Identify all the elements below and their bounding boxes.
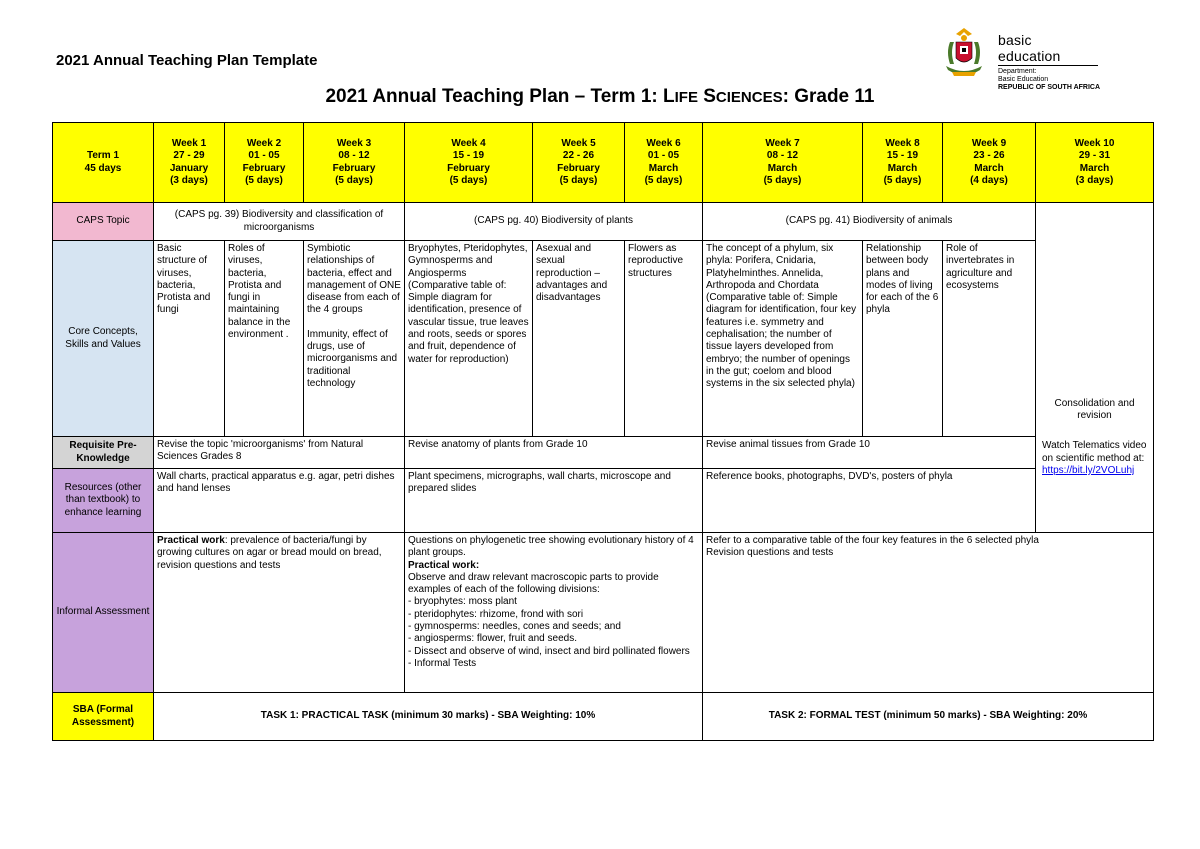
informal-plants bbox=[405, 533, 703, 693]
core-week3-a: Symbiotic relationships of bacteria, effect and management of ONE disease from each of the 4 groups bbox=[307, 243, 401, 316]
week-header-4: Week 4 15 - 19 February (5 days) bbox=[405, 123, 533, 203]
informal-2-line: - gymnosperms: needles, cones and seeds; and bbox=[408, 621, 621, 633]
prek-microorganisms: Revise the topic 'microorganisms' from Natural Sciences Grades 8 bbox=[154, 437, 405, 469]
prek-row bbox=[53, 437, 1154, 469]
logo-sub-3: REPUBLIC OF SOUTH AFRICA bbox=[998, 84, 1101, 91]
core-week5: Asexual and sexual reproduction – advantages and disadvantages bbox=[533, 241, 625, 437]
week-header-3: Week 3 08 - 12 February (5 days) bbox=[304, 123, 405, 203]
title-suffix: : Grade 11 bbox=[782, 86, 875, 107]
informal-2-line: - Dissect and observe of wind, insect and bird pollinated flowers bbox=[408, 645, 690, 657]
prek-label: Requisite Pre-Knowledge bbox=[53, 437, 154, 469]
core-week4: Bryophytes, Pteridophytes, Gymnosperms and Angiosperms (Comparative table of: Simple diagram for identification, presence of vascular tissue, true leaves and roots, seeds or spores and fruit, dependence of water for reproduction) bbox=[405, 241, 533, 437]
week-header-7: Week 7 08 - 12 March (5 days) bbox=[703, 123, 863, 203]
resources-microorganisms: Wall charts, practical apparatus e.g. agar, petri dishes and hand lenses bbox=[154, 469, 405, 533]
telematics-link[interactable]: https://bit.ly/2VOLuhj bbox=[1042, 464, 1135, 476]
informal-1-rest: : prevalence of bacteria/fungi by growing cultures on agar or bread mould on bread, revision questions and tests bbox=[157, 535, 382, 571]
title-prefix: 2021 Annual Teaching Plan – Term 1: L bbox=[325, 86, 675, 107]
informal-animals bbox=[703, 533, 1154, 693]
prek-plants: Revise anatomy of plants from Grade 10 bbox=[405, 437, 703, 469]
informal-3-a: Refer to a comparative table of the four key features in the 6 selected phyla bbox=[706, 535, 1039, 546]
term-line1: Term 1 bbox=[86, 150, 120, 162]
telematics-text: Watch Telematics video on scientific method at: bbox=[1042, 440, 1147, 464]
week-header-1: Week 1 27 - 29 January (3 days) bbox=[154, 123, 225, 203]
core-week8: Relationship between body plans and modes of living for each of the 6 phyla bbox=[863, 241, 943, 437]
core-week2: Roles of viruses, bacteria, Protista and fungi in maintaining balance in the environment . bbox=[225, 241, 304, 437]
resources-animals: Reference books, photographs, DVD's, posters of phyla bbox=[703, 469, 1036, 533]
informal-2-bold: Practical work: bbox=[408, 559, 480, 571]
logo-main-text: basic education bbox=[998, 32, 1098, 66]
caps-topic-plants: (CAPS pg. 40) Biodiversity of plants bbox=[405, 203, 703, 241]
informal-2-line: - angiosperms: flower, fruit and seeds. bbox=[408, 633, 577, 645]
logo-sub-1: Department: bbox=[998, 68, 1037, 75]
week-header-6: Week 6 01 - 05 March (5 days) bbox=[625, 123, 703, 203]
core-week3-b: Immunity, effect of drugs, use of microorganisms and traditional technology bbox=[307, 328, 398, 389]
department-logo bbox=[936, 24, 1116, 91]
sba-task-2: TASK 2: FORMAL TEST (minimum 50 marks) - SBA Weighting: 20% bbox=[703, 693, 1154, 741]
informal-microorganisms bbox=[154, 533, 405, 693]
informal-2-line: - bryophytes: moss plant bbox=[408, 596, 517, 608]
term-header bbox=[53, 123, 154, 203]
caps-label: CAPS Topic bbox=[53, 203, 154, 241]
informal-label: Informal Assessment bbox=[53, 533, 154, 693]
week-header-9: Week 9 23 - 26 March (4 days) bbox=[943, 123, 1036, 203]
core-concepts-row bbox=[53, 241, 1154, 437]
resources-row bbox=[53, 469, 1154, 533]
title-mid: S bbox=[697, 86, 716, 107]
informal-1-bold: Practical work bbox=[157, 535, 225, 546]
resources-plants: Plant specimens, micrographs, wall charts, microscope and prepared slides bbox=[405, 469, 703, 533]
core-week9: Role of invertebrates in agriculture and ecosystems bbox=[943, 241, 1036, 437]
informal-3-b: Revision questions and tests bbox=[706, 547, 834, 559]
resources-label: Resources (other than textbook) to enhance learning bbox=[53, 469, 154, 533]
title-sc2: CIENCES bbox=[715, 89, 783, 106]
week-header-8: Week 8 15 - 19 March (5 days) bbox=[863, 123, 943, 203]
core-week1: Basic structure of viruses, bacteria, Protista and fungi bbox=[154, 241, 225, 437]
core-label: Core Concepts, Skills and Values bbox=[53, 241, 154, 437]
teaching-plan-table bbox=[52, 122, 1154, 741]
informal-2-intro: Questions on phylogenetic tree showing evolutionary history of 4 plant groups. bbox=[408, 535, 694, 559]
logo-sub-2: Basic Education bbox=[998, 76, 1049, 83]
header-row bbox=[53, 123, 1154, 203]
template-title: 2021 Annual Teaching Plan Template bbox=[56, 52, 318, 69]
consolidation-text: Consolidation and revision bbox=[1054, 397, 1135, 422]
core-week3 bbox=[304, 241, 405, 437]
coat-of-arms-icon bbox=[936, 24, 992, 82]
page-title bbox=[0, 86, 1200, 108]
week10-consolidation bbox=[1036, 203, 1154, 533]
caps-topic-microorganisms: (CAPS pg. 39) Biodiversity and classification of microorganisms bbox=[154, 203, 405, 241]
sba-row bbox=[53, 693, 1154, 741]
week-header-10: Week 10 29 - 31 March (3 days) bbox=[1036, 123, 1154, 203]
title-sc1: IFE bbox=[674, 89, 698, 106]
informal-2-line: - pteridophytes: rhizome, frond with sori bbox=[408, 608, 584, 620]
caps-row bbox=[53, 203, 1154, 241]
sba-task-1: TASK 1: PRACTICAL TASK (minimum 30 marks) - SBA Weighting: 10% bbox=[154, 693, 703, 741]
week-header-2: Week 2 01 - 05 February (5 days) bbox=[225, 123, 304, 203]
core-week6: Flowers as reproductive structures bbox=[625, 241, 703, 437]
caps-topic-animals: (CAPS pg. 41) Biodiversity of animals bbox=[703, 203, 1036, 241]
week-header-5: Week 5 22 - 26 February (5 days) bbox=[533, 123, 625, 203]
sba-label: SBA (Formal Assessment) bbox=[53, 693, 154, 741]
core-week7: The concept of a phylum, six phyla: Porifera, Cnidaria, Platyhelminthes. Annelida, Arthropoda and Chordata (Comparative table of: Simple diagram for identification, four key features i.e. symmetry and cephalisation; the number of tissue layers developed from embryo; the number of openings in the gut; coelom and blood systems in the six selected phyla) bbox=[703, 241, 863, 437]
informal-2-line: - Informal Tests bbox=[408, 657, 477, 669]
informal-assessment-row bbox=[53, 533, 1154, 693]
informal-2-line: Observe and draw relevant macroscopic parts to provide examples of each of the following divisions: bbox=[408, 571, 659, 596]
prek-animals: Revise animal tissues from Grade 10 bbox=[703, 437, 1036, 469]
term-line2: 45 days bbox=[84, 162, 122, 174]
